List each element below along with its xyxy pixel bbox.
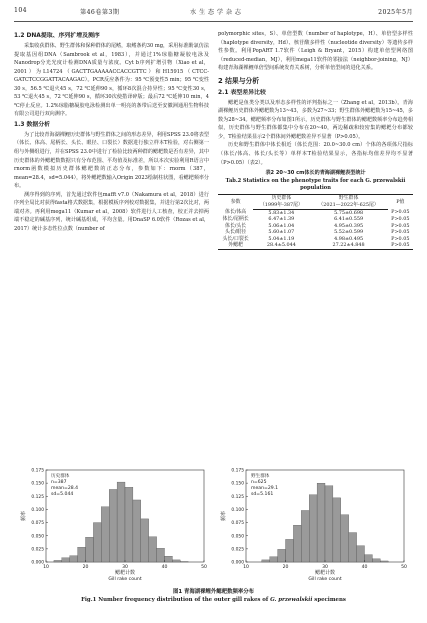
histogram-bar bbox=[341, 515, 349, 562]
histogram-bar bbox=[372, 559, 380, 562]
histogram-bar bbox=[180, 561, 188, 562]
x-axis-label: 鳃耙计数 bbox=[114, 570, 136, 576]
right-column bbox=[218, 30, 413, 250]
table-cell-param: 体长/头长 bbox=[224, 222, 247, 229]
table-row bbox=[218, 223, 413, 230]
histogram-bar bbox=[357, 546, 365, 562]
histogram-wild bbox=[220, 466, 410, 584]
table-cell-wild: 4.95±0.395 bbox=[334, 222, 364, 229]
y-tick-label: 0.050 bbox=[31, 534, 44, 540]
legend-entry: mean=29.1 bbox=[251, 486, 279, 491]
y-tick-label: 0.150 bbox=[231, 481, 244, 487]
figure-1 bbox=[14, 466, 413, 584]
col-header-p: P值 bbox=[388, 195, 413, 209]
x-tick-label: 30 bbox=[122, 565, 128, 570]
page-number: 104 bbox=[14, 7, 28, 14]
y-axis-label: 频率 bbox=[21, 510, 27, 522]
table-cell-param: 外鳃耙 bbox=[218, 242, 253, 249]
y-tick-label: 0.075 bbox=[31, 521, 44, 527]
y-tick-label: 0.125 bbox=[231, 494, 244, 500]
x-tick-label: 40 bbox=[361, 565, 368, 570]
x-tick-label: 10 bbox=[243, 565, 249, 570]
histogram-bar bbox=[286, 539, 294, 562]
x-axis-label-en: Gill rake count bbox=[108, 577, 142, 582]
section-heading-1-2: 1.2 DNA提取、序列扩增及测序 bbox=[14, 33, 100, 39]
table-cell-param: 体长/体高 bbox=[224, 209, 247, 216]
legend-entry: 历史群体 bbox=[51, 474, 70, 479]
histogram-bar bbox=[125, 487, 133, 562]
histogram-bar bbox=[86, 537, 94, 562]
table-cell-p: P>0.05 bbox=[391, 235, 410, 242]
x-axis-label: 鳃耙计数 bbox=[314, 570, 336, 576]
histogram-bar bbox=[62, 558, 70, 562]
histogram-bar bbox=[365, 555, 373, 562]
running-header bbox=[14, 7, 413, 19]
left-column bbox=[14, 30, 209, 233]
legend-entry: 野生群体 bbox=[251, 474, 270, 479]
legend-entry: n=387 bbox=[51, 480, 67, 485]
legend-entry: sd=5.044 bbox=[51, 492, 74, 497]
paragraph-data-analysis: 为了比较青海湖裸鲤历史群体与野生群体之间的形态差异，利用SPSS 23.0将表型（体长、体高、尾柄长、头长、眼径、口裂长）数据进行独立样本T检验，对右侧第一组与外侧组进行，并在SPSS 23.0中进行了检验比较两种群的鳃耙数是否有差异，其中历史群体的外鳃耙数数据只有分布范围、平均值及标准差，所以本次实验利用R语言中rnorm函数模拟历史群体鳃耙数的正态分布，参数如下：rnorm（387，mean=28.4，sd=5.044），将外鳃耙数输入Origin 2023绘制柱状图，看鳃耙频率分布。 bbox=[14, 131, 210, 190]
section-heading-1-3: 1.3 数据分析 bbox=[14, 121, 51, 128]
figure-caption-en-suffix: specimens bbox=[312, 597, 346, 604]
col-header-wild: 野生群体 bbox=[310, 195, 388, 202]
histogram-bar bbox=[54, 560, 62, 562]
y-tick-label: 0.125 bbox=[31, 494, 44, 500]
paragraph-body-size: 历史和野生群体中体长相近（体长范围：20.0~30.0 cm）个体的各项体尺指标（体长/体高、体长/头长等）单样本T检验结果显示，各指标均值差异均不显著（P>0.05）（表2）。 bbox=[218, 142, 413, 166]
histogram-bar bbox=[101, 507, 109, 562]
y-tick-label: 0.175 bbox=[231, 468, 244, 474]
table-cell-param: 体长/尾柄长 bbox=[222, 216, 249, 223]
figure-caption-en-species: G. przewalskii bbox=[270, 597, 313, 604]
y-tick-label: 0.100 bbox=[231, 508, 244, 514]
x-tick-label: 40 bbox=[161, 565, 168, 570]
table-row bbox=[218, 242, 413, 249]
histogram-bar bbox=[317, 483, 325, 562]
table-cell-p: P>0.05 bbox=[391, 216, 410, 223]
histogram-bar bbox=[309, 495, 317, 562]
table-cell-hist: 5.83±1.34 bbox=[268, 209, 295, 216]
table-cell-wild: 27.22±4.848 bbox=[310, 242, 388, 249]
histogram-bar bbox=[349, 533, 357, 562]
table-cell-wild: 4.98±0.495 bbox=[334, 235, 364, 242]
x-tick-label: 50 bbox=[201, 565, 207, 570]
figure-caption-cn: 图1 青海湖裸鲤外鳃耙数频率分布 bbox=[172, 589, 255, 595]
histogram-bar bbox=[293, 525, 301, 562]
paragraph-dna-extraction: 采集收获群体、野生群体和保种群体的尾鳍，取鳍条约30 mg，采用标准酚氯仿法提取基因组DNA（Sambrook et al，1983），并通过1%琼脂糖凝胶电泳及Nanodrop分光光度计检测DNA质量与浓度。Cyt b序列扩增引物（Xiao et al，2001）为L14724（GACTTGAAAAACCACCGTTC）和H15915（CTCC-GATCTCCGGATTACAAGAC）。PCR反应条件为：95 ℃预变性5 min；95 ℃变性30 s，56.5 ℃退火45 s，72 ℃延伸90 s，循环8次混合持异性；95 ℃变性30 s，53 ℃退火45 s，72 ℃延伸90 s，循环30次使措译碎版；最后72 ℃延伸10 min，4 ℃停止反应。1.2%琼脂糖凝胶电泳检测出单一明亮的条带后送至安徽洲通用生物科技有限公司进行双向测序。 bbox=[14, 43, 209, 118]
histogram-bar bbox=[333, 498, 341, 562]
table-cell-hist: 5.60±1.07 bbox=[268, 229, 295, 236]
table-caption bbox=[218, 170, 413, 192]
table-cell-p: P>0.05 bbox=[391, 222, 410, 229]
section-heading-2-1: 2.1 表型差异比较 bbox=[218, 89, 266, 96]
issue-date: 2025年5月 bbox=[378, 9, 413, 16]
figure-caption bbox=[14, 588, 413, 604]
table-caption-en: Tab.2 Statistics on the phenotype traits for each G. przewalskii population bbox=[225, 177, 406, 191]
table-cell-wild: 6.41±0.559 bbox=[334, 216, 364, 223]
histogram-bar bbox=[93, 523, 101, 562]
col-header-historical: 历史群体 bbox=[253, 195, 309, 202]
histogram-bar bbox=[262, 560, 270, 562]
legend-entry: mean=28.4 bbox=[51, 486, 79, 491]
col-subheader-historical: （1999年-387尾） bbox=[253, 202, 309, 209]
histogram-bar bbox=[157, 548, 165, 562]
x-tick-label: 20 bbox=[282, 565, 289, 570]
phenotype-table bbox=[218, 194, 413, 250]
journal-name: 水 生 态 学 杂 志 bbox=[190, 9, 242, 16]
histogram-bar bbox=[301, 510, 309, 562]
table-cell-param: 头长/口裂长 bbox=[222, 235, 249, 242]
histogram-bar bbox=[270, 557, 278, 562]
table-cell-p: P>0.05 bbox=[388, 242, 413, 249]
header-rule bbox=[14, 21, 413, 22]
table-row bbox=[218, 229, 413, 236]
histogram-bar bbox=[380, 561, 388, 562]
table-row bbox=[218, 236, 413, 243]
table-cell-param: 头长/眼径 bbox=[224, 229, 247, 236]
y-axis-label: 频率 bbox=[221, 510, 227, 522]
y-tick-label: 0.175 bbox=[31, 468, 44, 474]
histogram-bar bbox=[70, 556, 78, 562]
histogram-bar bbox=[149, 537, 157, 562]
table-cell-wild: 5.75±0.698 bbox=[334, 209, 364, 216]
histogram-bar bbox=[278, 549, 286, 562]
col-header-param: 参数 bbox=[218, 195, 253, 209]
y-tick-label: 0.100 bbox=[31, 508, 44, 514]
y-tick-label: 0.000 bbox=[31, 560, 44, 566]
y-tick-label: 0.025 bbox=[231, 547, 244, 553]
figure-caption-en-prefix: Fig.1 Number frequency distribution of the outer gill rakes of bbox=[81, 597, 271, 604]
col-subheader-wild: （2021—2022年-625尾） bbox=[310, 202, 388, 209]
table-cell-hist: 5.06±1.04 bbox=[268, 222, 295, 229]
x-tick-label: 20 bbox=[82, 565, 89, 570]
paragraph-diversity-params: polymorphic sites，S）、单倍型数（number of haplotype，H）、单倍型多样性（haplotype diversity，Hd）、核苷酸多样性（nucleotide diversity）等遗传多样性参数。利用PopART 1.7软件（Leigh & Bryant，2015）构建单倍型网络图（reduced-median，MJ），利用mega11软件的邻接法（neighbor-joining，NJ）构建青海湖裸鲤单倍型间系统发育关系树，分析单倍型间的进化关系。 bbox=[218, 31, 413, 72]
x-tick-label: 30 bbox=[322, 565, 328, 570]
paragraph-sequencing: 测序得到的序列，首先通过软件包mafft v7.0（Nakamura et al，2018）进行序列全局比对获得fasta格式数据集，根据模板序列校对数据集，并进行第2次比对，两端对齐。再利用mega11（Kumar et al，2008）软件进行人工核查，校正并去掉两端不稳定的碱基序列，统计碱基组成，平均含量。用DnaSP 6.0软件（Rozas et al，2017）统计多态性位点数（number of bbox=[14, 191, 209, 232]
y-tick-label: 0.050 bbox=[231, 534, 244, 540]
table-caption-cn: 表2 20~30 cm体长的青海湖裸鲤表型统计 bbox=[265, 170, 366, 177]
legend-entry: sd=5.161 bbox=[251, 492, 274, 497]
x-tick-label: 10 bbox=[43, 565, 49, 570]
y-tick-label: 0.075 bbox=[231, 521, 244, 527]
histogram-bar bbox=[78, 547, 86, 562]
table-cell-p: P>0.05 bbox=[391, 229, 410, 236]
y-tick-label: 0.150 bbox=[31, 481, 44, 487]
histogram-historical bbox=[20, 466, 210, 584]
histogram-bar bbox=[172, 560, 180, 562]
histogram-bar bbox=[165, 556, 173, 562]
histogram-bar bbox=[325, 486, 333, 562]
table-cell-hist: 6.47±1.39 bbox=[268, 216, 295, 223]
x-tick-label: 50 bbox=[401, 565, 407, 570]
section-heading-2: 2 结果与分析 bbox=[218, 76, 260, 85]
legend-entry: n=625 bbox=[251, 480, 267, 485]
table-cell-hist: 5.04±1.19 bbox=[268, 235, 295, 242]
paragraph-gill-rakers: 鳃耙是鱼类分类以及形态多样性的评判指标之一（Zhang et al，2013b）。青海湖裸鲤历史群体外鳃耙数为13~43，多数为27~33；野生群体外鳃耙数为15~45，多数为28~34。鳃耙频率分布如图1所示，历史群体与野生群体的鳃耙数频率分布趋势相似，历史群体与野生群体都集中分布在20~40，两边稀疏和较密集的鳃耙分布都较少，T检验结果显示2个群体间外鳃耙数差异不显著（P>0.05）。 bbox=[218, 99, 413, 140]
histogram-bar bbox=[109, 489, 117, 562]
table-cell-p: P>0.05 bbox=[391, 209, 410, 216]
histogram-bar bbox=[141, 519, 149, 562]
y-tick-label: 0.000 bbox=[231, 560, 244, 566]
y-tick-label: 0.025 bbox=[31, 547, 44, 553]
x-axis-label-en: Gill rake count bbox=[308, 577, 342, 582]
figure-caption-en bbox=[14, 596, 413, 604]
table-cell-wild: 5.52±0.599 bbox=[334, 229, 364, 236]
table-cell-hist: 28.4±5.044 bbox=[253, 242, 309, 249]
table-row bbox=[218, 216, 413, 223]
issue-label: 第46卷第3期 bbox=[80, 9, 120, 16]
histogram-bar bbox=[117, 482, 125, 562]
histogram-bar bbox=[133, 500, 141, 562]
